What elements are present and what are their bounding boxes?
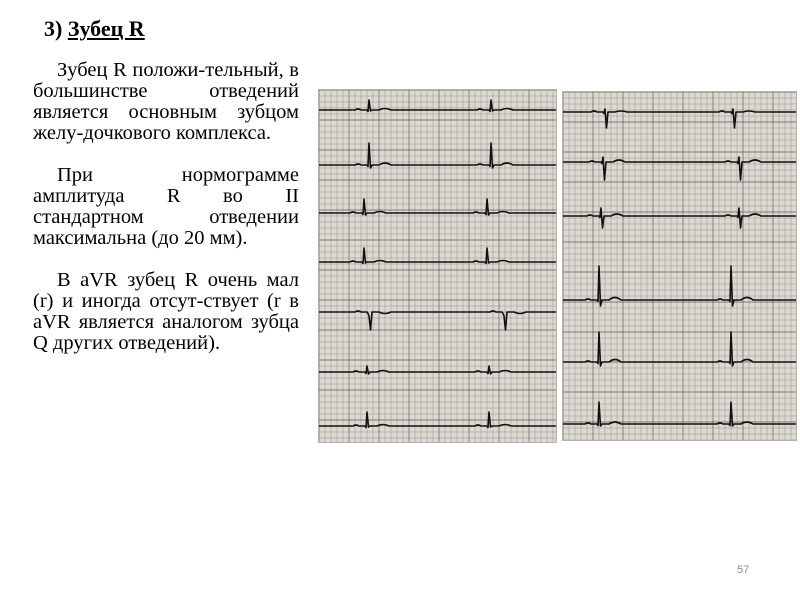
body-text [33,60,299,354]
limb-lead-trace-2 [319,143,556,168]
title-text: Зубец R [67,16,145,41]
slide-title [44,16,145,42]
limb-lead-trace-6 [319,366,556,374]
title-number: 3) [44,16,63,41]
ecg-chest-leads-tracing [563,92,796,440]
paragraph-r-wave-main: Зубец R положи-тельный, в большинстве отведений является основным зубцом желу-дочкового комплекса. [33,59,299,144]
ecg-chest-leads-image [562,91,797,441]
limb-lead-trace-1 [319,100,556,112]
limb-lead-trace-5 [319,311,556,330]
limb-lead-trace-4 [319,248,556,264]
ecg-limb-leads-tracing [319,90,556,442]
limb-lead-trace-3 [319,199,556,215]
page-number: 57 [737,564,750,576]
paragraph-normogram: При нормограмме амплитуда R во II стандартном отведении максимальна (до 20 мм). [33,164,299,249]
ecg-limb-leads-image [318,89,557,443]
ecg-grid [563,92,796,440]
paragraph-avr: В aVR зубец R очень мал (r) и иногда отсут-ствует (r в aVR является аналогом зубца Q других отведений). [33,269,299,354]
ecg-grid [319,90,556,442]
